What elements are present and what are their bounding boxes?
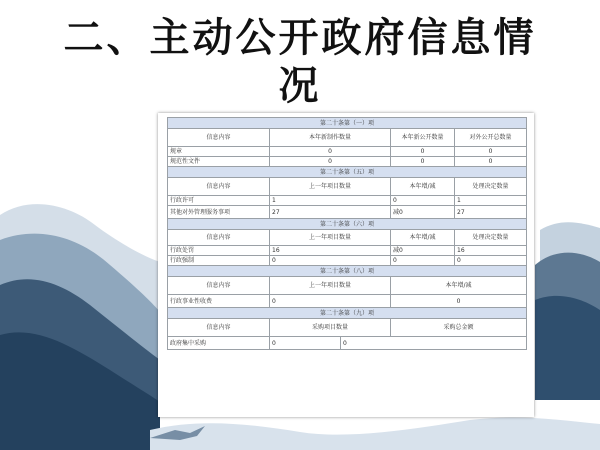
column-header: 处理决定数量: [455, 230, 527, 246]
table-cell: 行政许可: [168, 196, 270, 206]
table-header-row: [168, 319, 527, 337]
column-header: 本年增/减: [391, 277, 527, 295]
disclosure-table-card: [158, 113, 534, 417]
column-header: 采购总金额: [391, 319, 527, 337]
column-header: 信息内容: [168, 230, 270, 246]
section-header: [168, 308, 527, 319]
table-cell: 0: [391, 256, 455, 266]
column-header: 对外公开总数量: [455, 129, 527, 147]
table-cell: 0: [391, 147, 455, 157]
column-header: 信息内容: [168, 319, 270, 337]
page-title-line-2: 况: [278, 63, 322, 109]
section-header: [168, 219, 527, 230]
table-cell: 0: [270, 295, 391, 308]
column-header: 本年新制作数量: [270, 129, 391, 147]
table-cell: 行政处罚: [168, 246, 270, 256]
table-cell: 27: [455, 206, 527, 219]
column-header: 上一年项目数量: [270, 277, 391, 295]
table-header-row: [168, 230, 527, 246]
section-title: 第二十条第（五）项: [168, 167, 527, 178]
table-cell: 0: [455, 147, 527, 157]
table-row: [168, 295, 527, 308]
page-title-line-1: 二、主动公开政府信息情: [63, 15, 537, 61]
table-cell: 政府集中采购: [168, 337, 270, 350]
table-cell: 0: [455, 157, 527, 167]
table-header-row: [168, 277, 527, 295]
table-cell: 16: [455, 246, 527, 256]
disclosure-table: [167, 117, 527, 350]
table-cell: 0: [341, 337, 527, 350]
table-row: [168, 206, 527, 219]
column-header: 采购项目数量: [270, 319, 391, 337]
table-cell: 0: [391, 157, 455, 167]
column-header: 上一年项目数量: [270, 230, 391, 246]
section-header: [168, 266, 527, 277]
table-cell: 规章: [168, 147, 270, 157]
table-cell: 0: [270, 147, 391, 157]
table-row: [168, 157, 527, 167]
table-cell: 规范性文件: [168, 157, 270, 167]
section-title: 第二十条第（九）项: [168, 308, 527, 319]
column-header: 处理决定数量: [455, 178, 527, 196]
column-header: 本年增/减: [391, 178, 455, 196]
table-cell: 0: [270, 337, 341, 350]
section-header: [168, 167, 527, 178]
table-cell: 0: [455, 256, 527, 266]
table-cell: 其他对外管理服务事项: [168, 206, 270, 219]
table-cell: 1: [455, 196, 527, 206]
table-cell: 行政强制: [168, 256, 270, 266]
table-header-row: [168, 129, 527, 147]
table-cell: 减0: [391, 246, 455, 256]
column-header: 上一年项目数量: [270, 178, 391, 196]
column-header: 本年增/减: [391, 230, 455, 246]
column-header: 信息内容: [168, 277, 270, 295]
table-cell: 减0: [391, 206, 455, 219]
section-header: [168, 118, 527, 129]
table-row: [168, 196, 527, 206]
table-cell: 1: [270, 196, 391, 206]
table-row: [168, 147, 527, 157]
table-cell: 0: [391, 295, 527, 308]
column-header: 信息内容: [168, 129, 270, 147]
table-row: [168, 246, 527, 256]
table-row: [168, 337, 527, 350]
table-cell: 0: [270, 256, 391, 266]
column-header: 信息内容: [168, 178, 270, 196]
section-title: 第二十条第（八）项: [168, 266, 527, 277]
table-cell: 0: [270, 157, 391, 167]
table-cell: 行政事业性收费: [168, 295, 270, 308]
section-title: 第二十条第（一）项: [168, 118, 527, 129]
table-cell: 16: [270, 246, 391, 256]
section-title: 第二十条第（六）项: [168, 219, 527, 230]
column-header: 本年新公开数量: [391, 129, 455, 147]
table-row: [168, 256, 527, 266]
table-cell: 0: [391, 196, 455, 206]
table-header-row: [168, 178, 527, 196]
table-cell: 27: [270, 206, 391, 219]
